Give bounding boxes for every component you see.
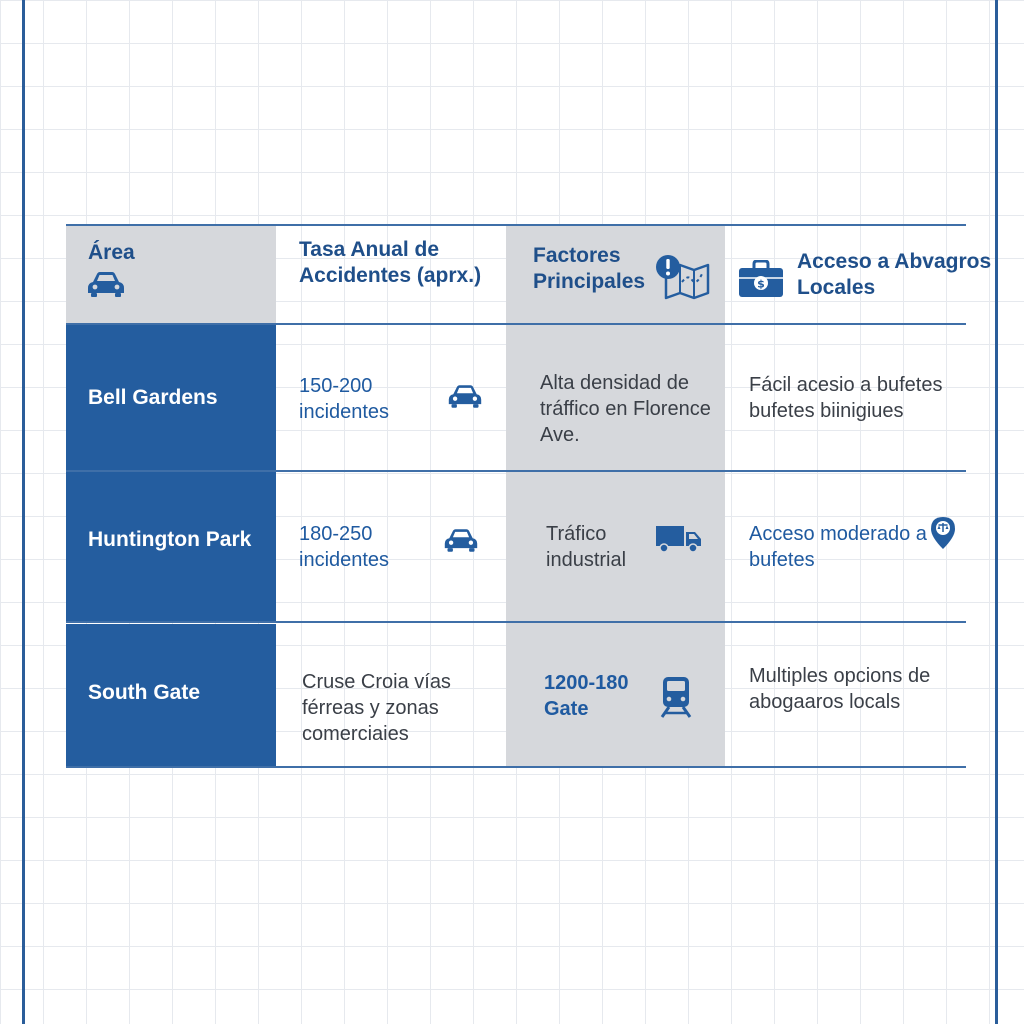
header-rate-label: Tasa Anual de Accidentes (aprx.) xyxy=(299,238,482,287)
header-area-label: Área xyxy=(88,241,135,264)
table-bottom-rule xyxy=(66,766,966,768)
truck-icon xyxy=(655,524,703,554)
accident-comparison-table xyxy=(66,224,992,768)
header-factors-label: Factores Principales xyxy=(533,244,646,293)
location-pin-icon xyxy=(930,516,956,550)
car-icon xyxy=(86,270,126,298)
main-factors-text: Tráfico industrial xyxy=(546,523,627,571)
accident-rate-value: 150-200 incidentes xyxy=(299,375,390,423)
lawyer-access-text: Fácil acesio a bufetes bufetes biinigiues xyxy=(749,374,943,422)
row-divider xyxy=(66,621,966,623)
area-name: Huntington Park xyxy=(88,528,252,551)
header-bottom-rule xyxy=(66,323,966,325)
car-icon xyxy=(447,383,483,409)
svg-text:$: $ xyxy=(757,277,765,291)
accident-rate-value: 180-250 incidentes xyxy=(299,523,390,571)
header-access-label: Acceso a Abvagros Locales xyxy=(797,250,992,299)
page-frame-left xyxy=(22,0,25,1024)
row-divider xyxy=(66,470,966,472)
briefcase-icon xyxy=(738,260,784,298)
map-alert-icon xyxy=(654,252,712,302)
lawyer-access-text: Acceso moderado a bufetes xyxy=(749,523,927,571)
main-factors-text: 1200-180 Gate xyxy=(544,672,629,720)
area-name: Bell Gardens xyxy=(88,386,218,409)
area-name: South Gate xyxy=(88,681,201,704)
train-icon xyxy=(659,676,693,718)
main-factors-text: Alta densidad de tráffico en Florence Ave. xyxy=(540,372,711,446)
lawyer-access-text: Multiples opcions de abogaaros locals xyxy=(749,665,931,713)
page-frame-right xyxy=(995,0,998,1024)
accident-rate-value: Cruse Croia vías férreas y zonas comerciaies xyxy=(302,671,451,745)
table-top-rule xyxy=(66,224,966,226)
car-icon xyxy=(443,527,479,553)
